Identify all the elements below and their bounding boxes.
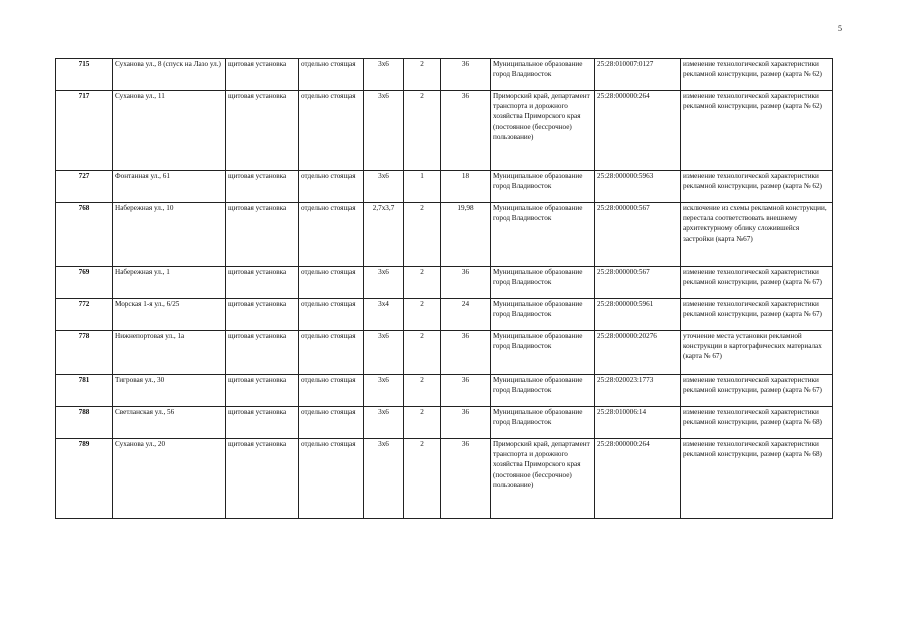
table-row: [56, 91, 833, 171]
land-owner-cell: Муниципальное образование город Владивосток: [491, 299, 595, 331]
row-number: 772: [56, 299, 113, 331]
cadastral-number-cell: 25:28:000000:264: [595, 91, 681, 171]
row-number: 727: [56, 171, 113, 203]
placement-cell: отдельно стоящая: [299, 407, 364, 439]
structure-type-cell: щитовая установка: [226, 407, 299, 439]
size-cell: 3x4: [364, 299, 404, 331]
cadastral-number-cell: 25:28:000000:567: [595, 203, 681, 267]
land-owner-cell: Муниципальное образование город Владивосток: [491, 407, 595, 439]
placement-cell: отдельно стоящая: [299, 267, 364, 299]
placement-cell: отдельно стоящая: [299, 299, 364, 331]
address-cell: Светланская ул., 56: [113, 407, 226, 439]
cadastral-number-cell: 25:28:020023:1773: [595, 375, 681, 407]
placement-cell: отдельно стоящая: [299, 439, 364, 519]
sides-cell: 2: [404, 59, 441, 91]
area-cell: 36: [441, 439, 491, 519]
structure-type-cell: щитовая установка: [226, 375, 299, 407]
land-owner-cell: Муниципальное образование город Владивосток: [491, 331, 595, 375]
change-note-cell: уточнение места установки рекламной конструкции в картографических материалах (карта № 67): [681, 331, 833, 375]
address-cell: Набережная ул., 10: [113, 203, 226, 267]
address-cell: Набережная ул., 1: [113, 267, 226, 299]
sides-cell: 2: [404, 91, 441, 171]
address-cell: Тигровая ул., 30: [113, 375, 226, 407]
change-note-cell: изменение технологической характеристики рекламной конструкции, размер (карта № 67): [681, 375, 833, 407]
row-number: 715: [56, 59, 113, 91]
structure-type-cell: щитовая установка: [226, 439, 299, 519]
structure-type-cell: щитовая установка: [226, 299, 299, 331]
structure-type-cell: щитовая установка: [226, 203, 299, 267]
land-owner-cell: Приморский край, департамент транспорта и дорожного хозяйства Приморского края (постоянное (бессрочное) пользование): [491, 439, 595, 519]
table-row: [56, 407, 833, 439]
land-owner-cell: Приморский край, департамент транспорта и дорожного хозяйства Приморского края (постоянное (бессрочное) пользование): [491, 91, 595, 171]
area-cell: 24: [441, 299, 491, 331]
cadastral-number-cell: 25:28:000000:5963: [595, 171, 681, 203]
structure-type-cell: щитовая установка: [226, 267, 299, 299]
table-row: [56, 331, 833, 375]
land-owner-cell: Муниципальное образование город Владивосток: [491, 375, 595, 407]
table-row: [56, 203, 833, 267]
row-number: 789: [56, 439, 113, 519]
sides-cell: 2: [404, 331, 441, 375]
sides-cell: 2: [404, 203, 441, 267]
area-cell: 36: [441, 375, 491, 407]
change-note-cell: изменение технологической характеристики рекламной конструкции, размер (карта № 62): [681, 59, 833, 91]
land-owner-cell: Муниципальное образование город Владивосток: [491, 203, 595, 267]
sides-cell: 2: [404, 439, 441, 519]
size-cell: 3x6: [364, 267, 404, 299]
row-number: 781: [56, 375, 113, 407]
address-cell: Морская 1-я ул., 6/25: [113, 299, 226, 331]
row-number: 788: [56, 407, 113, 439]
row-number: 769: [56, 267, 113, 299]
address-cell: Фонтанная ул., 61: [113, 171, 226, 203]
area-cell: 36: [441, 91, 491, 171]
change-note-cell: исключение из схемы рекламной конструкции, перестала соответствовать внешнему архитектурному облику сложившейся застройки (карта №67): [681, 203, 833, 267]
sides-cell: 2: [404, 299, 441, 331]
table-row: [56, 439, 833, 519]
placement-cell: отдельно стоящая: [299, 203, 364, 267]
size-cell: 3x6: [364, 59, 404, 91]
change-note-cell: изменение технологической характеристики рекламной конструкции, размер (карта № 68): [681, 439, 833, 519]
table-body: [56, 59, 833, 519]
area-cell: 36: [441, 267, 491, 299]
size-cell: 3x6: [364, 171, 404, 203]
change-note-cell: изменение технологической характеристики рекламной конструкции, размер (карта № 67): [681, 267, 833, 299]
table-row: [56, 59, 833, 91]
sides-cell: 2: [404, 375, 441, 407]
area-cell: 36: [441, 331, 491, 375]
size-cell: 3x6: [364, 331, 404, 375]
structure-type-cell: щитовая установка: [226, 59, 299, 91]
sides-cell: 1: [404, 171, 441, 203]
row-number: 717: [56, 91, 113, 171]
structure-type-cell: щитовая установка: [226, 91, 299, 171]
cadastral-number-cell: 25:28:000000:567: [595, 267, 681, 299]
row-number: 778: [56, 331, 113, 375]
change-note-cell: изменение технологической характеристики рекламной конструкции, размер (карта № 62): [681, 91, 833, 171]
size-cell: 3x6: [364, 91, 404, 171]
placement-cell: отдельно стоящая: [299, 375, 364, 407]
address-cell: Нижнепортовая ул., 1а: [113, 331, 226, 375]
table-row: [56, 375, 833, 407]
size-cell: 3x6: [364, 407, 404, 439]
size-cell: 3x6: [364, 439, 404, 519]
size-cell: 2,7x3,7: [364, 203, 404, 267]
structure-type-cell: щитовая установка: [226, 171, 299, 203]
cadastral-number-cell: 25:28:010006:14: [595, 407, 681, 439]
area-cell: 36: [441, 59, 491, 91]
table-row: [56, 299, 833, 331]
row-number: 768: [56, 203, 113, 267]
placement-cell: отдельно стоящая: [299, 171, 364, 203]
cadastral-number-cell: 25:28:010007:0127: [595, 59, 681, 91]
cadastral-number-cell: 25:28:000000:264: [595, 439, 681, 519]
table-row: [56, 267, 833, 299]
area-cell: 19,98: [441, 203, 491, 267]
land-owner-cell: Муниципальное образование город Владивосток: [491, 267, 595, 299]
cadastral-number-cell: 25:28:000000:5961: [595, 299, 681, 331]
table-row: [56, 171, 833, 203]
advertising-structures-table: [55, 58, 833, 519]
land-owner-cell: Муниципальное образование город Владивосток: [491, 171, 595, 203]
page-number: 5: [838, 24, 842, 33]
placement-cell: отдельно стоящая: [299, 59, 364, 91]
area-cell: 18: [441, 171, 491, 203]
change-note-cell: изменение технологической характеристики рекламной конструкции, размер (карта № 62): [681, 171, 833, 203]
sides-cell: 2: [404, 267, 441, 299]
land-owner-cell: Муниципальное образование город Владивосток: [491, 59, 595, 91]
change-note-cell: изменение технологической характеристики рекламной конструкции, размер (карта № 68): [681, 407, 833, 439]
address-cell: Суханова ул., 20: [113, 439, 226, 519]
sides-cell: 2: [404, 407, 441, 439]
change-note-cell: изменение технологической характеристики рекламной конструкции, размер (карта № 67): [681, 299, 833, 331]
placement-cell: отдельно стоящая: [299, 91, 364, 171]
structure-type-cell: щитовая установка: [226, 331, 299, 375]
address-cell: Суханова ул., 11: [113, 91, 226, 171]
address-cell: Суханова ул., 8 (спуск на Лазо ул.): [113, 59, 226, 91]
placement-cell: отдельно стоящая: [299, 331, 364, 375]
area-cell: 36: [441, 407, 491, 439]
cadastral-number-cell: 25:28:000000:20276: [595, 331, 681, 375]
size-cell: 3x6: [364, 375, 404, 407]
